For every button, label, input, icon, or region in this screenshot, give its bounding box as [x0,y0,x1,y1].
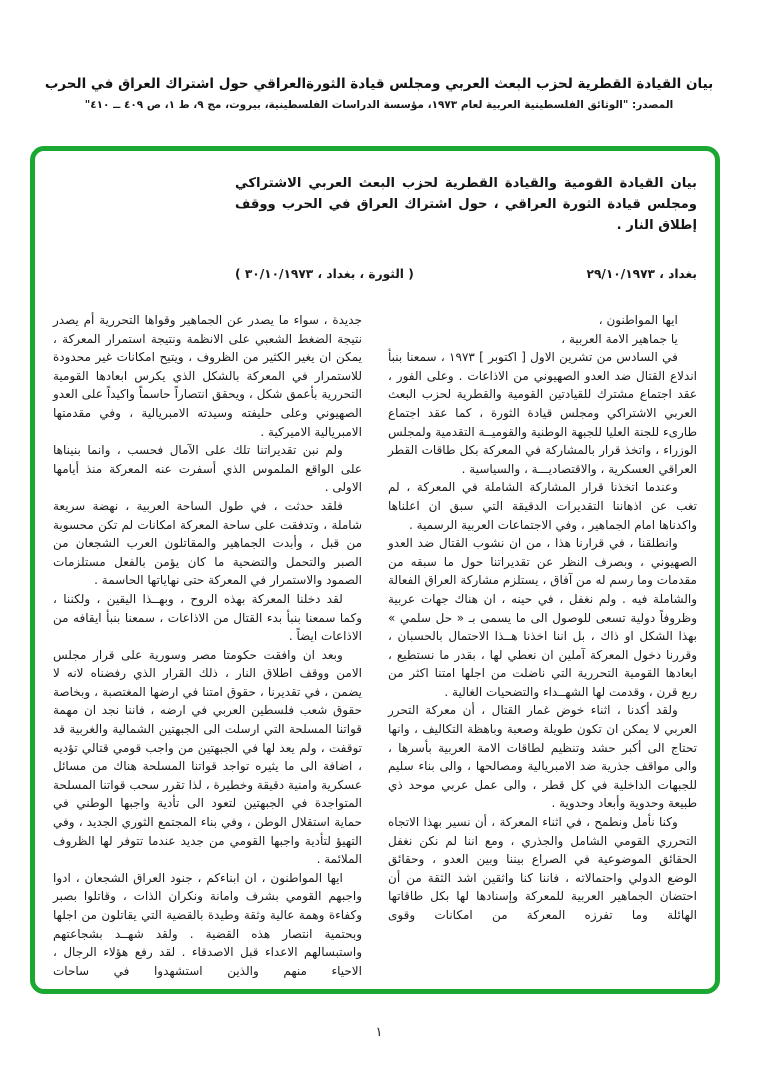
paragraph: ولقد أكدنا ، اثناء خوض غمار القتال ، أن معركة التحرر العربي لا يمكن ان تكون طويلة وصعبة وباهظة التكاليف ، وانها تحتاج الى أكبر حشد وتنظيم لطاقات الامة العربية بأسرها ، والى مواقف جذرية ضد الامبريالية ومصالحها ، والى بناء سليم للجبهات الداخلية في كل قطر ، والى عمل عربي موحد ذي طبيعة وحدوية وأبعاد وحدوية . [388,703,697,811]
paragraph: وعندما اتخذنا قرار المشاركة الشاملة في المعركة ، لم تغب عن اذهاننا التقديرات الدقيقة التي سبق ان اعلناها واكدناها امام الجماهير ، وفي الاجتماعات العربية الرسمية . [388,480,697,532]
column-right [388,311,697,925]
dateline-place-date: بغداد ، ٢٩/١٠/١٩٧٣ [586,267,697,281]
dateline [235,267,697,281]
page-number: ١ [375,1025,383,1040]
paragraph: وكنا نأمل ونطمح ، في اثناء المعركة ، أن نسير بهذا الاتجاه التحرري القومي الشامل والجذري ، ومع اننا لم نكن نغفل الحقائق الموضوعية في الصراع بيننا وبين العدو ، وحقائق الوضع الدولي واحتمالاته ، فاننا كنا واثقين اشد الثقة من أن احتضان الجماهير العربية للمعركة وإسنادها لها بكل طاقاتها الهائلة وما تفرزه المعركة من امكانات وقوى [388,815,697,922]
document-title: بيان القيادة القطرية لحزب البعث العربي ومجلس قيادة الثورةالعراقي حول اشتراك العراق في الحرب [44,76,714,92]
column-left [53,311,362,980]
paragraph-continuation: جديدة ، سواء ما يصدر عن الجماهير وقواها التحررية أم يصدر نتيجة الضغط الشعبي على الانظمة ونتيجة استمرار المعركة ، يمكن ان يغير الكثير من الظروف ، ويتيح امكانات غير محدودة للاستمرار في المعركة بالشكل الذي يكرس ابعادها القومية التحررية بأعمق شكل ، ويحقق انتصاراً حاسماً واكيداً على العدو الصهيوني وعلى حليفته وسيدته الامبريالية ، وفي مقدمتها الامبريالية الاميركية . [53,313,362,439]
paragraph: لقد دخلنا المعركة بهذه الروح ، وبهــذا اليقين ، ولكننا ، وكما سمعنا بنبأ بدء القتال من الاذاعات ، سمعنا بنبأ ايقافه من الاذاعات ايضاً . [53,591,362,644]
document-source-line: المصدر: "الوثائق الفلسطينية العربية لعام ١٩٧٣، مؤسسة الدراسات الفلسطينية، بيروت، مج ٩، ط ١، ص ٤٠٩ ــ ٤١٠" [84,99,674,111]
paragraph: ايها المواطنون ، ان ابناءكم ، جنود العراق الشجعان ، ادوا واجبهم القومي بشرف وامانة ونكران الذات ، وقاتلوا بصبر وكفاءة وهمة عالية وثقة وطيدة بالقضية التي يقاتلون من اجلها وبحتمية انتصار هذه القضية . ولقد شهــد بشجاعتهم واستبسالهم الاعداء قبل الاصدقاء . لقد رفع هؤلاء الرجال ، الاحياء منهم والذين استشهدوا في ساحات [53,870,362,978]
statement-heading: بيان القيادة القومية والقيادة القطرية لحزب البعث العربي الاشتراكي ومجلس قيادة الثورة العراقي ، حول اشتراك العراق في الحرب ووقف إطلاق النار . [235,176,697,233]
statement-box [30,146,720,994]
paragraph: وبعد ان وافقت حكومتا مصر وسورية على قرار مجلس الامن ووقف اطلاق النار ، ذلك القرار الذي رفضناه لانه لا يضمن ، في تقديرنا ، حقوق امتنا في ارضها المغتصبة ، وبخاصة حقوق شعب فلسطين العربي في ارضه ، فاننا نجد ان مهمة قواتنا المسلحة التي ارسلت الى الجبهتين الشمالية والغربية قد توقفت ، ولم يعد لها في الجبهتين من واجب قومي قتالي تؤديه ، اضافة الى ما يثيره تواجد قواتنا المسلحة هناك من مسائل عسكرية وامنية دقيقة وخطيرة ، لذا تقرر سحب قواتنا المسلحة المتواجدة في الجبهتين لتعود الى تأدية واجبها الوطني في حماية استقلال الوطن ، وفي بناء المجتمع الثوري الجديد ، وفي التهيؤ لتأدية واجبها القومي من جديد عندما تتوفر لها الظروف الملائمة . [53,647,362,867]
paragraph: ولم نبن تقديراتنا تلك على الآمال فحسب ، وانما بنيناها على الواقع الملموس الذي أسفرت عنه المعركة منذ أيامها الاولى . [53,443,362,495]
dateline-source-reference: ( الثورة ، بغداد ، ٣٠/١٠/١٩٧٣ ) [235,267,414,281]
page-header [0,76,758,111]
paragraph: وانطلقنا ، في قرارنا هذا ، من ان نشوب القتال ضد العدو الصهيوني ، وبصرف النظر عن تقديراتنا حول ما سبقه من مقدمات وما رسم له من آفاق ، يستلزم مشاركة العراق الفعالة والشاملة فيه . ولم نغفل ، في حينه ، ان هناك جهات عربية وظروفاً دولية تسعى للوصول الى ما يسمى بـ « حل سلمي » بهذا الشكل او ذاك ، بل اننا اخذنا هــذا الاحتمال بالحسبان ، وقررنا دخول المعركة آملين ان نعطي لها ، بقدر ما نستطيع ، ابعادها القومية التحررية التي ناضلت من اجلها امتنا اكثر من ربع قرن ، وقدمت لها الشهــداء والتضحيات الغالية . [388,536,697,699]
paragraph-salutation-1: ايها المواطنون ، [598,313,678,327]
text-columns [53,311,697,978]
paragraph: فلقد حدثت ، في طول الساحة العربية ، نهضة سريعة شاملة ، وتدفقت على ساحة المعركة امكانات لم تكن محسوبة من قبل ، وأبدت الجماهير والمقاتلون العرب الشجعان من الصبر والتحمل والتضحية ما كان يؤمن بالفعل مستلزمات الصمود والاستمرار في المعركة حتى نهاياتها الحاسمة . [53,498,362,588]
paragraph-salutation-2: يا جماهير الامة العربية ، [561,331,678,346]
paragraph: في السادس من تشرين الاول [ اكتوبر ] ١٩٧٣ ، سمعنا بنبأ اندلاع القتال ضد العدو الصهيوني من الاذاعات . وعلى الفور ، عقد اجتماع مشترك للقيادتين القومية والقطرية لحزب البعث العربي الاشتراكي ومجلس قيادة الثورة ، كما عقد اجتماع طارىء للجنة العليا للجبهة الوطنية والقوميــة التقدمية ولمجلس الوزراء ، واتخذ قرار بالمشاركة في المعركة بكل طاقات القطر العراقي العسكرية ، والاقتصاديـــة ، والسياسية . [387,350,697,476]
